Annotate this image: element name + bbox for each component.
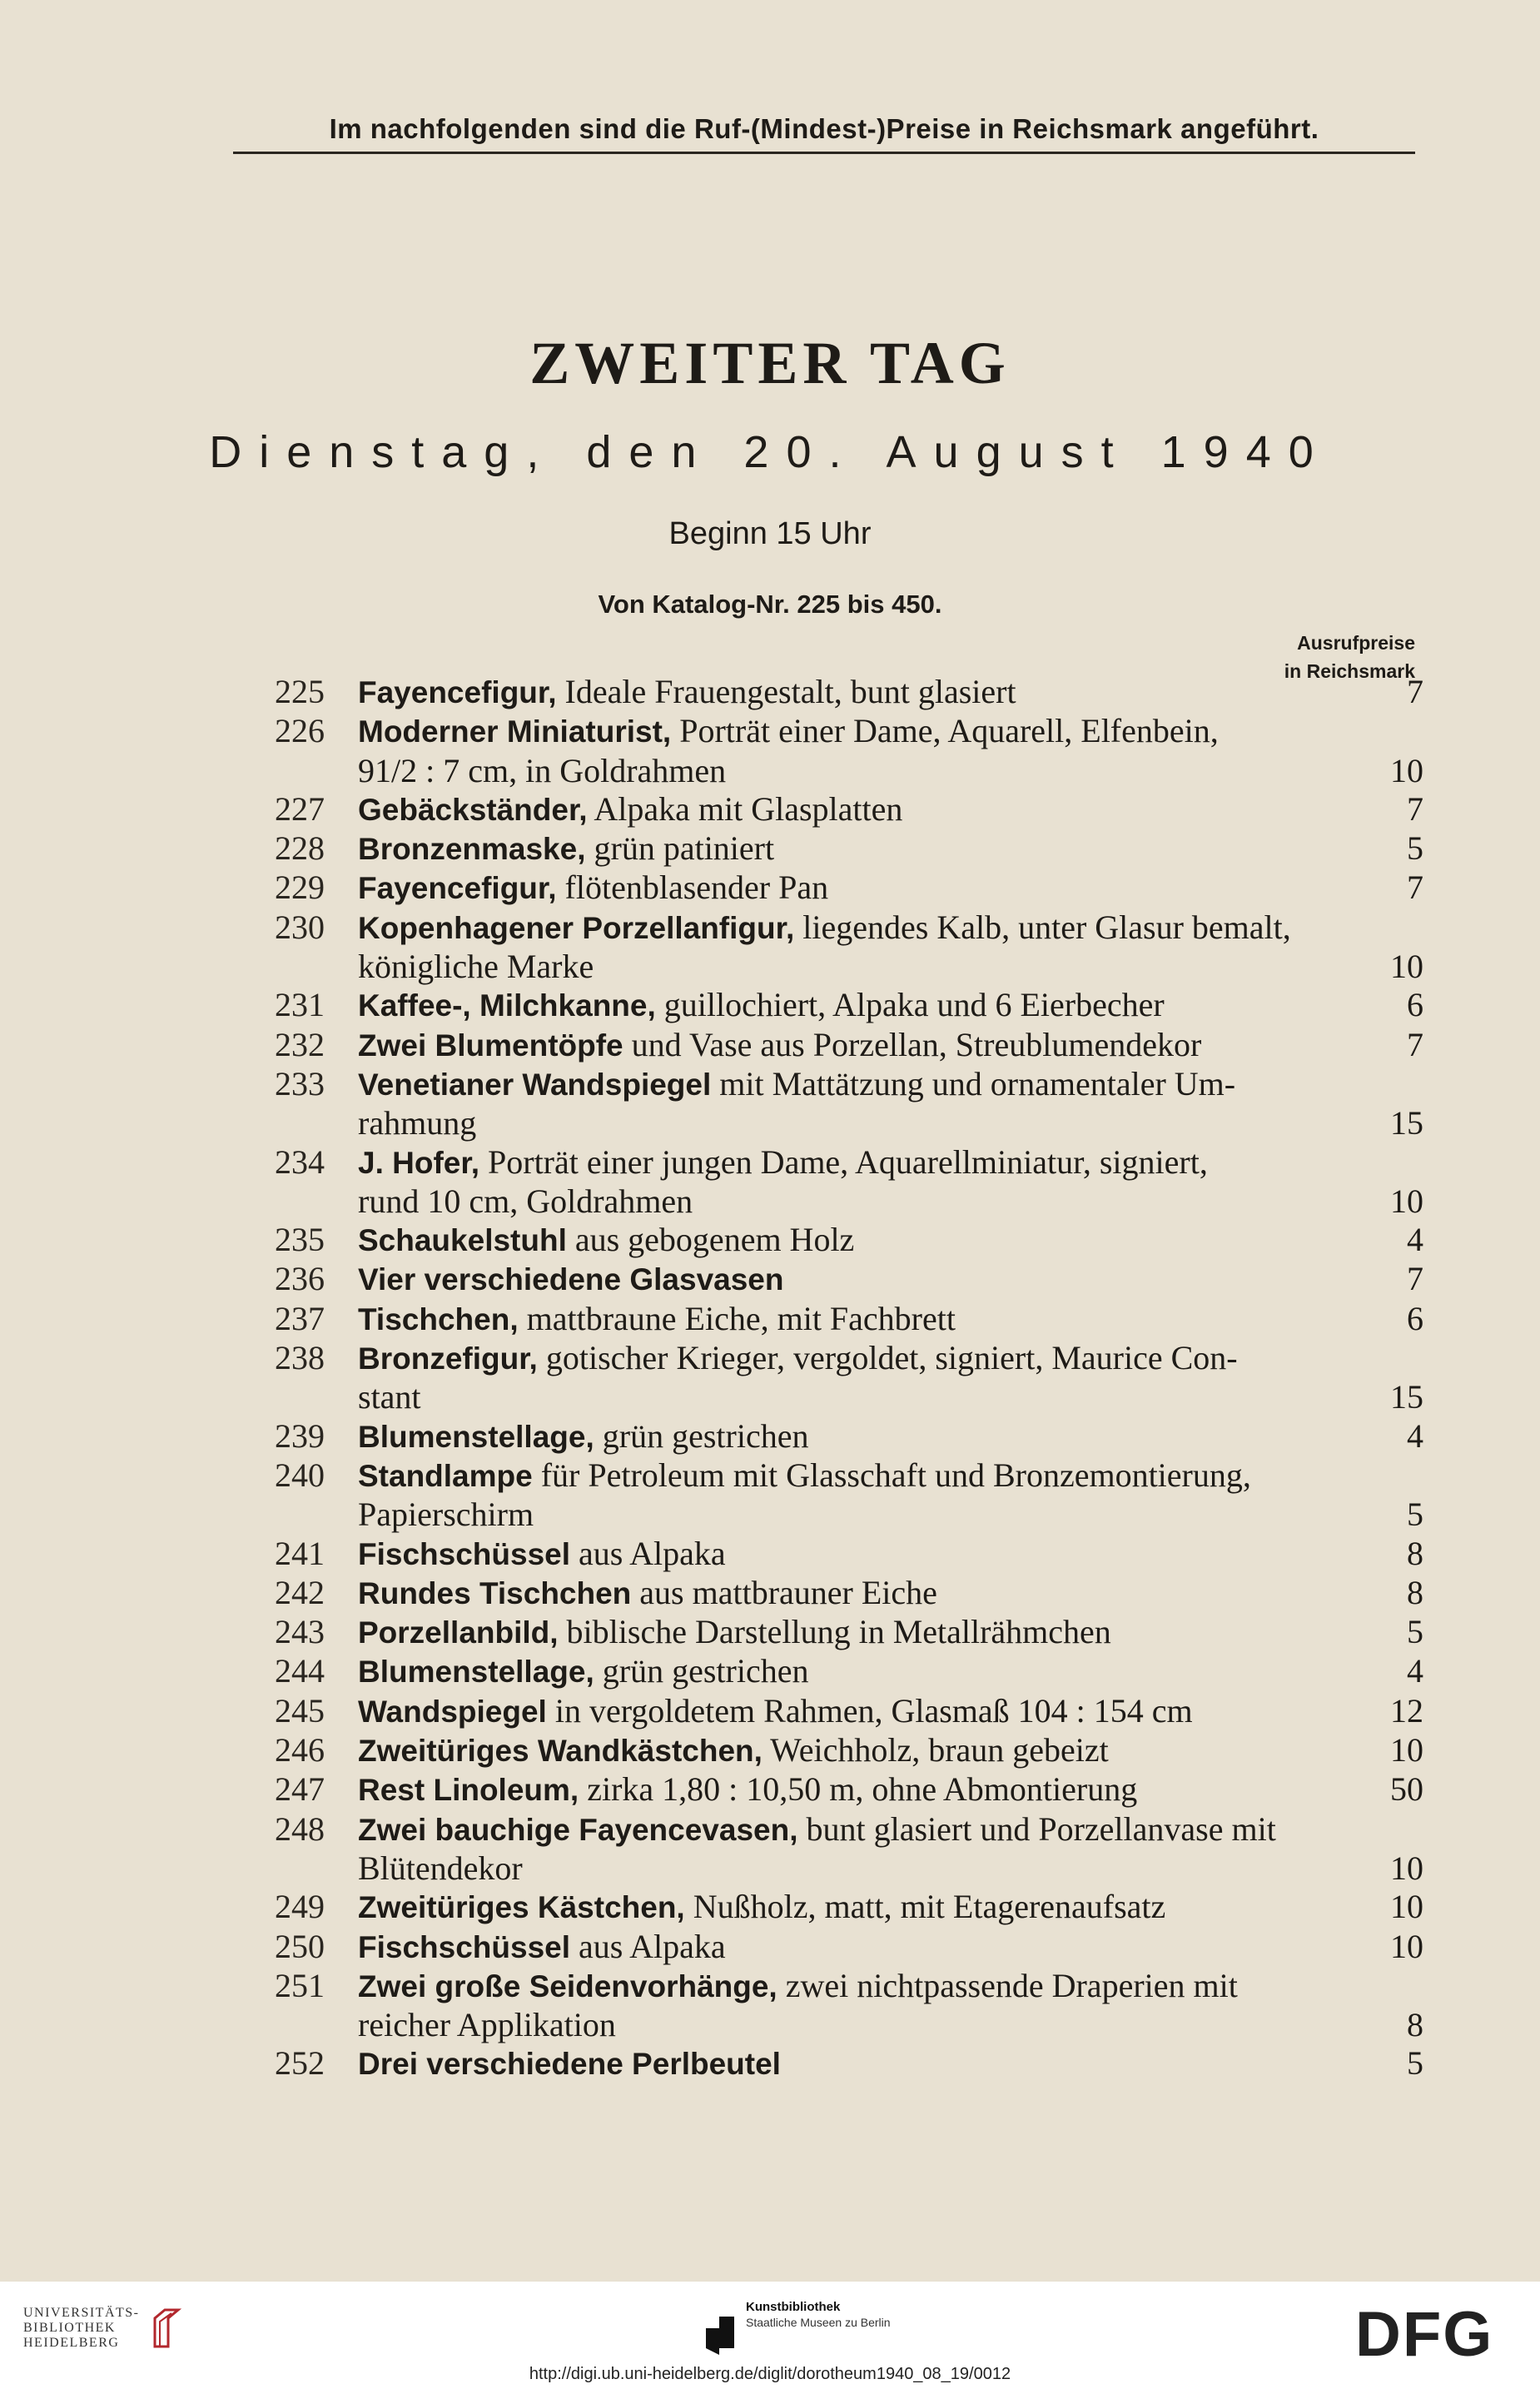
lot-price: 10: [1390, 1888, 1423, 1926]
lot-number: 226: [275, 712, 325, 750]
lot-number: 233: [275, 1064, 325, 1102]
lot-line-text: [358, 1026, 1201, 1065]
lot-number: 240: [275, 1456, 325, 1494]
lot-entry: [225, 712, 1423, 790]
lot-detail: Nußholz, matt, mit Etagerenaufsatz: [684, 1888, 1166, 1926]
lot-entry: [225, 2044, 1423, 2083]
lot-line-text: [358, 986, 1165, 1025]
lot-title: Kopenhagener Porzellanfigur,: [358, 910, 795, 945]
lot-title: Schaukelstuhl: [358, 1223, 567, 1258]
lot-detail: grün patiniert: [585, 829, 775, 868]
footer-bar: [0, 2282, 1540, 2389]
lot-line-text: [358, 673, 1016, 712]
lot-line: [358, 869, 1423, 908]
lot-line: [358, 1378, 1423, 1416]
lot-line-text: [358, 1652, 808, 1691]
lot-entry: [225, 1026, 1423, 1065]
lot-description: [325, 1770, 1423, 1809]
lot-line-text: [358, 1731, 1109, 1770]
lot-price: 6: [1407, 986, 1423, 1024]
catalog-range: Von Katalog-Nr. 225 bis 450.: [598, 590, 942, 619]
lot-price: 4: [1407, 1221, 1423, 1259]
lot-entry: [225, 1300, 1423, 1339]
lot-price: 10: [1390, 1927, 1423, 1965]
lot-title: Zwei Blumentöpfe: [358, 1028, 623, 1063]
lot-detail: in vergoldetem Rahmen, Glasmaß 104 : 154 cm: [546, 1691, 1193, 1730]
lot-detail: rahmung: [358, 1104, 477, 1142]
lot-description: [325, 1652, 1423, 1691]
lot-entry: [225, 1417, 1423, 1456]
lot-number: 225: [275, 673, 325, 710]
lot-line: [358, 1810, 1423, 1849]
lot-detail: 91/2 : 7 cm, in Goldrahmen: [358, 751, 727, 789]
lot-line: [358, 1535, 1423, 1574]
lot-price: 4: [1407, 1416, 1423, 1455]
lot-entry: [225, 1535, 1423, 1574]
lot-detail: Blütendekor: [358, 1849, 523, 1887]
lot-line-text: [358, 1300, 956, 1339]
lot-title: Zwei bauchige Fayencevasen,: [358, 1812, 798, 1847]
lot-detail: grün gestrichen: [594, 1652, 809, 1690]
lot-title: Fischschüssel: [358, 1536, 571, 1571]
lot-detail: reicher Applikation: [358, 2006, 616, 2044]
lot-line: [358, 1260, 1423, 1299]
lot-entry: [225, 1574, 1423, 1613]
lot-entry: [225, 1221, 1423, 1260]
kunstbibliothek-title: Kunstbibliothek: [746, 2300, 841, 2314]
lot-description: [325, 1810, 1423, 1889]
day-title: ZWEITER TAG: [529, 330, 1011, 396]
lot-entry: [225, 986, 1423, 1025]
lot-title: Porzellanbild,: [358, 1615, 559, 1650]
lot-detail: mit Mattätzung und ornamentaler Um-: [711, 1064, 1236, 1102]
lot-price: 8: [1407, 1573, 1423, 1611]
lot-detail: aus gebogenem Holz: [566, 1221, 855, 1259]
lot-price: 7: [1407, 673, 1423, 710]
lot-entry: [225, 1888, 1423, 1927]
lot-entry: [225, 790, 1423, 829]
university-name: UNIVERSITÄTS- BIBLIOTHEK HEIDELBERG: [23, 2306, 140, 2350]
lot-title: Vier verschiedene Glasvasen: [358, 1262, 784, 1297]
lot-detail: grün gestrichen: [594, 1416, 809, 1455]
lot-detail: Weichholz, braun gebeizt: [762, 1731, 1109, 1769]
lot-description: [325, 1065, 1423, 1143]
lot-line-text: [358, 829, 774, 869]
lot-number: 247: [275, 1770, 325, 1809]
price-header-line2: in Reichsmark: [1284, 660, 1415, 682]
lot-line: [358, 1417, 1423, 1456]
lot-line: [358, 2044, 1423, 2083]
lot-number: 236: [275, 1260, 325, 1298]
lot-title: Zwei große Seidenvorhänge,: [358, 1968, 777, 2003]
lot-entry: [225, 1456, 1423, 1535]
lot-description: [325, 1143, 1423, 1222]
lot-description: [325, 869, 1423, 908]
lot-entry: [225, 1652, 1423, 1691]
lot-detail: guillochiert, Alpaka und 6 Eierbecher: [655, 986, 1165, 1024]
lot-entry: [225, 1928, 1423, 1967]
lot-line-text: [358, 1417, 808, 1456]
lot-detail: Porträt einer Dame, Aquarell, Elfenbein,: [671, 712, 1219, 750]
lot-description: [325, 1888, 1423, 1927]
lot-list: [225, 673, 1423, 2084]
lot-line: [358, 1731, 1423, 1770]
lot-line: [358, 1849, 1423, 1888]
lot-description: [325, 908, 1423, 987]
lot-line-text: [358, 1849, 523, 1888]
lot-title: Venetianer Wandspiegel: [358, 1067, 712, 1102]
lot-number: 227: [275, 789, 325, 828]
lot-number: 248: [275, 1809, 325, 1848]
lot-line-text: [358, 1182, 693, 1221]
lot-price: 10: [1390, 751, 1423, 789]
lot-description: [325, 1456, 1423, 1535]
lot-line-text: [358, 1378, 421, 1416]
date-line: Dienstag, den 20. August 1940: [209, 427, 1331, 477]
lot-title: Zweitüriges Wandkästchen,: [358, 1734, 763, 1769]
lot-price: 5: [1407, 829, 1423, 868]
lot-detail: zwei nichtpassende Draperien mit: [777, 1966, 1238, 2004]
lot-line-text: [358, 790, 902, 829]
lot-line: [358, 1574, 1423, 1613]
price-header-line1: Ausrufpreise: [1297, 632, 1415, 654]
lot-title: Fischschüssel: [358, 1929, 571, 1964]
lot-price: 8: [1407, 2006, 1423, 2044]
lot-number: 239: [275, 1416, 325, 1455]
lot-description: [325, 986, 1423, 1025]
lot-line-text: [358, 908, 1291, 948]
lot-price: 8: [1407, 1534, 1423, 1572]
lot-line: [358, 1182, 1423, 1221]
lot-price: 10: [1390, 1849, 1423, 1887]
lot-title: Kaffee-, Milchkanne,: [358, 988, 656, 1023]
university-mark-icon: [148, 2305, 185, 2352]
lot-price: 7: [1407, 1260, 1423, 1298]
lot-line: [358, 1770, 1423, 1809]
lot-number: 238: [275, 1339, 325, 1377]
lot-description: [325, 1535, 1423, 1574]
lot-line-text: [358, 1770, 1137, 1809]
lot-detail: zirka 1,80 : 10,50 m, ohne Abmontierung: [579, 1770, 1138, 1809]
lot-description: [325, 1967, 1423, 2045]
lot-price: 10: [1390, 948, 1423, 986]
lot-description: [325, 712, 1423, 790]
lot-number: 237: [275, 1299, 325, 1337]
lot-detail: Ideale Frauengestalt, bunt glasiert: [556, 673, 1016, 710]
lot-entry: [225, 1810, 1423, 1889]
lot-number: 246: [275, 1731, 325, 1769]
lot-line-text: [358, 1496, 534, 1534]
lot-title: Rest Linoleum,: [358, 1773, 579, 1808]
lot-number: 235: [275, 1221, 325, 1259]
dfg-logo[interactable]: DFG: [1355, 2299, 1494, 2370]
lot-line: [358, 1496, 1423, 1534]
lot-entry: [225, 1065, 1423, 1143]
lot-line-text: [358, 752, 726, 790]
lot-title: Standlampe: [358, 1458, 533, 1493]
lot-number: 252: [275, 2044, 325, 2083]
lot-price: 5: [1407, 1496, 1423, 1534]
lot-description: [325, 829, 1423, 869]
lot-description: [325, 790, 1423, 829]
lot-line: [358, 1026, 1423, 1065]
lot-price: 12: [1390, 1691, 1423, 1730]
lot-entry: [225, 1260, 1423, 1299]
lot-entry: [225, 1967, 1423, 2045]
lot-line-text: [358, 1339, 1238, 1378]
lot-detail: für Petroleum mit Glasschaft und Bronzemontierung,: [532, 1456, 1251, 1494]
lot-line-text: [358, 2044, 781, 2083]
lot-line: [358, 986, 1423, 1025]
lot-line: [358, 1967, 1423, 2006]
lot-detail: stant: [358, 1378, 421, 1416]
lot-price: 7: [1407, 789, 1423, 828]
lot-price: 10: [1390, 1182, 1423, 1220]
lot-number: 244: [275, 1652, 325, 1690]
lot-price: 5: [1407, 2044, 1423, 2083]
university-logo[interactable]: [23, 2305, 185, 2352]
lot-description: [325, 1221, 1423, 1260]
lot-price: 10: [1390, 1731, 1423, 1769]
lot-title: Wandspiegel: [358, 1694, 547, 1729]
lot-title: Gebäckständer,: [358, 792, 588, 827]
lot-entry: [225, 829, 1423, 869]
lot-price: 5: [1407, 1613, 1423, 1651]
lot-price: 15: [1390, 1378, 1423, 1416]
lot-line-text: [358, 1260, 783, 1299]
lot-title: Drei verschiedene Perlbeutel: [358, 2047, 781, 2082]
lot-entry: [225, 673, 1423, 712]
lot-title: Fayencefigur,: [358, 871, 557, 906]
lot-number: 241: [275, 1534, 325, 1572]
lot-description: [325, 1260, 1423, 1299]
lot-number: 245: [275, 1691, 325, 1730]
lot-number: 232: [275, 1025, 325, 1063]
lot-detail: liegendes Kalb, unter Glasur bemalt,: [794, 908, 1291, 946]
lot-line-text: [358, 1967, 1238, 2006]
lot-line-text: [358, 1810, 1276, 1849]
lot-line: [358, 948, 1423, 986]
lot-line-text: [358, 1574, 937, 1613]
lot-line-text: [358, 1928, 726, 1967]
lot-number: 228: [275, 829, 325, 868]
lot-line: [358, 2006, 1423, 2044]
lot-line-text: [358, 1065, 1235, 1104]
lot-description: [325, 1417, 1423, 1456]
lot-detail: gotischer Krieger, vergoldet, signiert, Maurice Con-: [537, 1339, 1238, 1377]
lot-entry: [225, 908, 1423, 987]
lot-line: [358, 1300, 1423, 1339]
lot-title: Blumenstellage,: [358, 1655, 594, 1690]
lot-entry: [225, 869, 1423, 908]
lot-line-text: [358, 1456, 1251, 1496]
lot-number: 234: [275, 1142, 325, 1181]
lot-line-text: [358, 1613, 1111, 1652]
lot-description: [325, 1339, 1423, 1417]
lot-description: [325, 1731, 1423, 1770]
lot-line: [358, 673, 1423, 712]
lot-line-text: [358, 948, 594, 986]
lot-line: [358, 908, 1423, 948]
lot-detail: aus Alpaka: [570, 1534, 726, 1572]
lot-number: 243: [275, 1613, 325, 1651]
lot-entry: [225, 1339, 1423, 1417]
lot-number: 251: [275, 1966, 325, 2004]
lot-detail: königliche Marke: [358, 948, 594, 986]
lot-line-text: [358, 1221, 854, 1260]
lot-detail: bunt glasiert und Porzellanvase mit: [797, 1809, 1276, 1848]
lot-line: [358, 1613, 1423, 1652]
lot-description: [325, 1574, 1423, 1613]
lot-number: 249: [275, 1888, 325, 1926]
lot-line: [358, 1143, 1423, 1182]
lot-price: 4: [1407, 1652, 1423, 1690]
lot-number: 231: [275, 986, 325, 1024]
lot-line: [358, 1652, 1423, 1691]
lot-detail: und Vase aus Porzellan, Streublumendekor: [623, 1025, 1202, 1063]
lot-description: [325, 1026, 1423, 1065]
lot-line: [358, 712, 1423, 751]
lot-line-text: [358, 1692, 1193, 1731]
lot-price: 50: [1390, 1770, 1423, 1809]
lot-entry: [225, 1613, 1423, 1652]
lot-line-text: [358, 1143, 1208, 1182]
lot-line: [358, 1888, 1423, 1927]
lot-detail: Alpaka mit Glasplatten: [587, 789, 903, 828]
lot-entry: [225, 1143, 1423, 1222]
kunstbibliothek-subtitle: Staatliche Museen zu Berlin: [746, 2316, 891, 2329]
lot-description: [325, 2044, 1423, 2083]
lot-entry: [225, 1770, 1423, 1809]
lot-entry: [225, 1692, 1423, 1731]
lot-line-text: [358, 2006, 616, 2044]
lot-line-text: [358, 712, 1219, 751]
lot-title: Tischchen,: [358, 1302, 519, 1336]
lot-title: J. Hofer,: [358, 1145, 479, 1180]
lot-price: 7: [1407, 869, 1423, 907]
lot-line: [358, 1339, 1423, 1378]
lot-description: [325, 1613, 1423, 1652]
lot-line: [358, 1104, 1423, 1142]
lot-detail: biblische Darstellung in Metallrähmchen: [558, 1613, 1111, 1651]
lot-detail: Papierschirm: [358, 1496, 534, 1534]
lot-title: Rundes Tischchen: [358, 1575, 632, 1610]
lot-title: Fayencefigur,: [358, 675, 557, 709]
lot-line-text: [358, 1104, 476, 1142]
lot-title: Moderner Miniaturist,: [358, 714, 672, 749]
lot-title: Bronzenmaske,: [358, 832, 586, 867]
lot-detail: aus mattbrauner Eiche: [631, 1573, 937, 1611]
lot-description: [325, 673, 1423, 712]
lot-line: [358, 1065, 1423, 1104]
lot-price: 15: [1390, 1104, 1423, 1142]
start-time: Beginn 15 Uhr: [668, 516, 872, 551]
lot-description: [325, 1300, 1423, 1339]
lot-detail: aus Alpaka: [570, 1927, 726, 1965]
lot-number: 229: [275, 869, 325, 907]
lot-description: [325, 1928, 1423, 1967]
lot-title: Zweitüriges Kästchen,: [358, 1890, 685, 1925]
lot-line: [358, 1928, 1423, 1967]
lot-title: Blumenstellage,: [358, 1419, 594, 1454]
lot-number: 250: [275, 1927, 325, 1965]
lot-line-text: [358, 1888, 1165, 1927]
source-url[interactable]: http://digi.ub.uni-heidelberg.de/diglit/dorotheum1940_08_19/0012: [529, 2365, 1011, 2383]
header-rule: [233, 152, 1415, 154]
lot-line: [358, 1456, 1423, 1496]
lot-line: [358, 829, 1423, 869]
lot-line: [358, 790, 1423, 829]
price-note: Im nachfolgenden sind die Ruf-(Mindest-)Preise in Reichsmark angeführt.: [329, 113, 1319, 144]
lot-line: [358, 1692, 1423, 1731]
lot-line-text: [358, 1535, 726, 1574]
lot-detail: Porträt einer jungen Dame, Aquarellminiatur, signiert,: [479, 1142, 1208, 1181]
lot-detail: flötenblasender Pan: [556, 869, 829, 907]
lot-detail: rund 10 cm, Goldrahmen: [358, 1182, 693, 1220]
lot-line-text: [358, 869, 828, 908]
lot-line: [358, 1221, 1423, 1260]
lot-price: 7: [1407, 1025, 1423, 1063]
lot-number: 242: [275, 1573, 325, 1611]
lot-number: 230: [275, 908, 325, 946]
lot-price: 6: [1407, 1299, 1423, 1337]
lot-line: [358, 752, 1423, 790]
lot-entry: [225, 1731, 1423, 1770]
kunstbibliothek-mark-icon: [706, 2317, 734, 2355]
lot-description: [325, 1692, 1423, 1731]
lot-title: Bronzefigur,: [358, 1341, 538, 1376]
lot-detail: mattbraune Eiche, mit Fachbrett: [518, 1299, 956, 1337]
kunstbibliothek-logo[interactable]: [706, 2300, 891, 2355]
